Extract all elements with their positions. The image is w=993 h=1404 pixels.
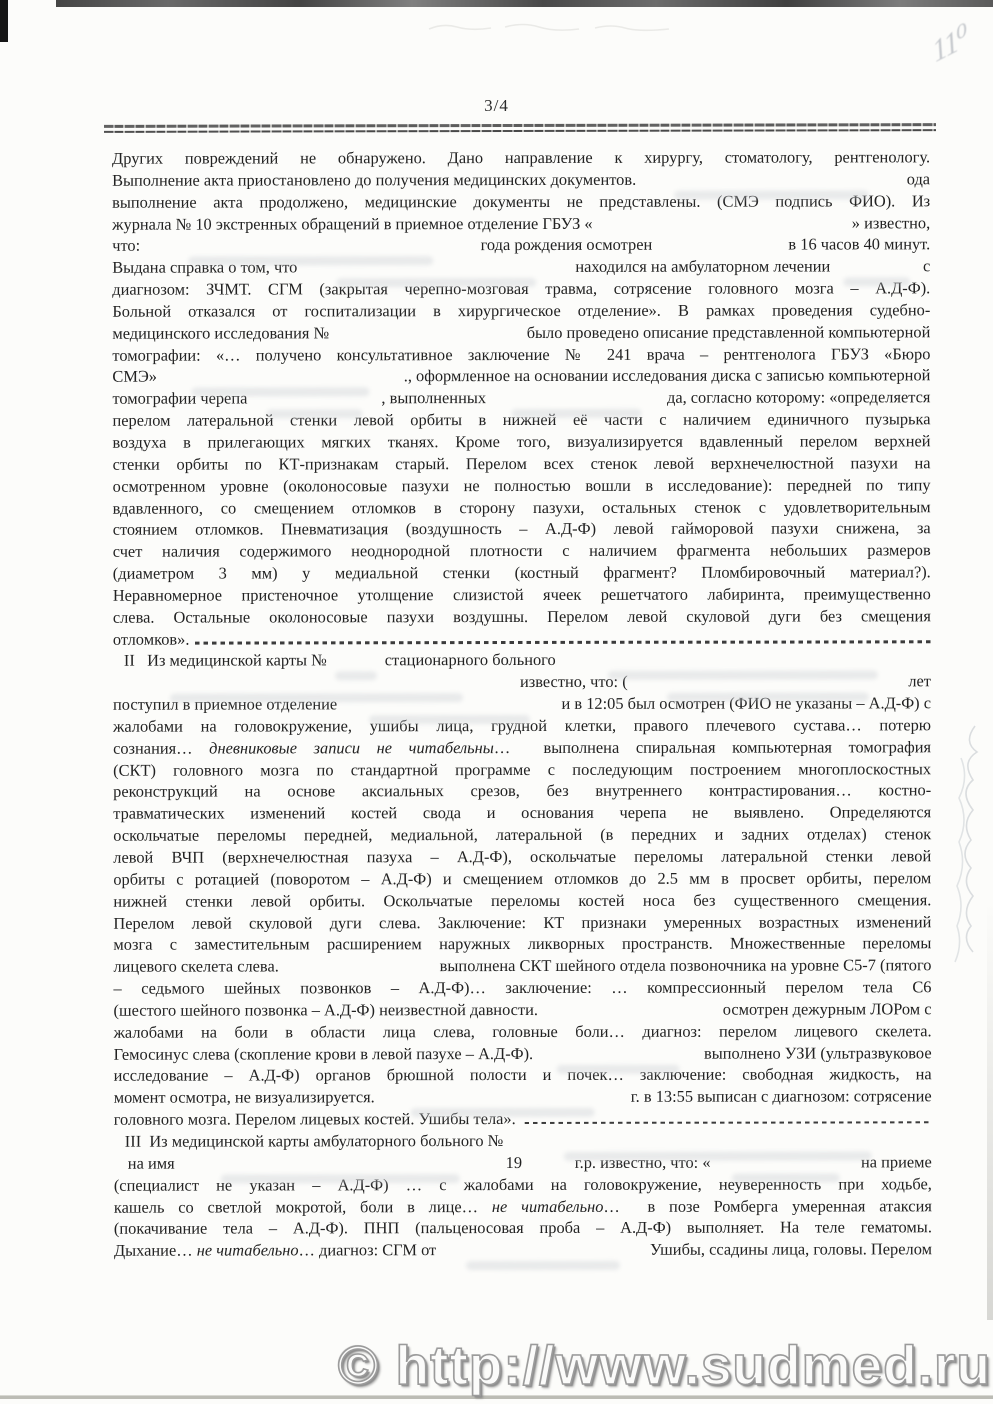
scan-edge-band (56, 0, 993, 7)
body-text: известно, что: ( (519, 672, 628, 692)
pencil-scribble (425, 20, 675, 36)
text-line (114, 1217, 932, 1240)
body-text: III Из медицинской карты амбулаторного больного № (124, 1131, 504, 1151)
text-line (113, 452, 931, 475)
body-text: журнала № 10 экстренных обращений в приемное отделение ГБУЗ « (112, 213, 593, 234)
body-text: выполнено УЗИ (ультразвуковое (703, 1042, 932, 1063)
dash-filler (525, 1121, 932, 1124)
text-line (113, 889, 931, 912)
body-text: травматических изменений костей свода и основания черепа не выявлено. Определяются (113, 802, 932, 824)
text-line (113, 736, 931, 759)
body-text: Ушибы, ссадины лица, головы. Перелом (649, 1239, 932, 1259)
body-text: нижней стенки левой орбиты. Оскольчатые переломы костей носа без существенного смещения. (113, 889, 932, 911)
illegible-note-text: дневниковые записи не читабельны (209, 737, 494, 758)
sudmed-watermark: © http://www.sudmed.ru (337, 1334, 991, 1396)
body-text: в 16 часов 40 минут. (788, 234, 931, 254)
text-line (112, 212, 930, 235)
text-line (114, 998, 932, 1021)
body-text: Выполнение акта приостановлено до получения медицинских документов. (112, 169, 637, 190)
body-text: … выполнена спиральная компьютерная томография (493, 737, 932, 757)
body-text: перелом латеральной стенки левой орбиты в нижней её части с наличием единичного пузырька (112, 409, 931, 430)
text-line (113, 583, 931, 606)
text-line (113, 845, 931, 868)
text-line (113, 867, 931, 890)
body-text: на приеме (860, 1152, 932, 1172)
body-text: кашель со светлой мокротой, боли в лице… (113, 1196, 492, 1217)
body-text: (специалист не указан – А.Д-Ф) … с жалобами на головокружение, неуверенность при ходьбе, (113, 1173, 932, 1195)
separator-line-top (104, 123, 936, 127)
text-line (113, 518, 931, 541)
body-text: томографии черепа (112, 388, 248, 408)
text-line (113, 802, 931, 825)
scan-corner-artifact (0, 0, 8, 42)
body-text: мозга с заместительным расширением наружных ликворных пространств. Множественные переломы (113, 933, 932, 955)
text-line (113, 605, 931, 628)
document-body (112, 146, 932, 1261)
text-line (113, 933, 931, 956)
body-text: г. в 13:55 выписан с диагнозом: сотрясение (630, 1086, 932, 1107)
text-line (113, 561, 931, 584)
body-text: … диагноз: СГМ от (298, 1240, 437, 1260)
text-line (113, 496, 931, 519)
header-separator (104, 123, 936, 133)
separator-line-bottom (104, 129, 936, 133)
body-text: воздуха в прилегающих мягких тканях. Кроме того, визуализируется вдавленный перелом верхней (112, 431, 931, 452)
body-text: и в 12:05 был осмотрен (ФИО не указаны – А.Д-Ф) с (561, 693, 932, 714)
handwritten-page-mark: 11⁰ (929, 17, 973, 70)
body-text: да, согласно которому: «определяется (666, 387, 931, 408)
body-text: ., оформленное на основании исследования диска с записью компьютерной (403, 365, 931, 386)
body-text: стационарного больного (384, 650, 556, 670)
body-text: лицевого скелета слева. (113, 956, 279, 976)
text-line (113, 955, 931, 978)
text-line (114, 1020, 932, 1043)
body-text: было проведено описание представленной компьютерной (526, 322, 931, 342)
body-text: , выполненных (381, 388, 487, 408)
text-line (112, 321, 930, 344)
body-text: диагнозом: ЗЧМТ. СГМ (закрытая черепно-мозговая травма, сотрясение головного мозга – А.Д-Ф). (112, 278, 931, 299)
body-text: осмотренном уровне (околоносовые пазухи не полностью вошли в исследование): передней по типу (112, 474, 931, 496)
text-line (114, 1129, 932, 1152)
body-text: на имя (127, 1153, 175, 1173)
text-line (113, 430, 931, 453)
body-text: ода (906, 169, 931, 189)
page-number: 3/4 (484, 96, 509, 115)
text-line (112, 146, 930, 169)
text-line (113, 976, 931, 999)
text-line (113, 627, 931, 650)
body-text: Неравномерное пристеночное утолщение слизистой ячеек решетчатого лабиринта, преимущественно (112, 584, 931, 605)
body-text: » известно, (851, 212, 931, 232)
text-line (114, 1064, 932, 1087)
body-text: … в позе Ромберга умеренная атаксия (603, 1195, 932, 1216)
text-line (113, 911, 931, 934)
body-text: исследование – А.Д-Ф) органов брюшной полости и почек… заключение: свободная жидкость, на (113, 1064, 932, 1086)
body-text: 19 (505, 1152, 523, 1172)
text-line (113, 758, 931, 781)
body-text: сознания… (113, 738, 210, 758)
body-text: томографии: «… получено консультативное заключение № 241 врача – рентгенолога ГБУЗ «Бюро (112, 343, 931, 365)
text-line (114, 1042, 932, 1065)
body-text: слева. Остальные околоносовые пазухи воздушны. Перелом левой скуловой дуги без смещения (112, 606, 931, 627)
body-text: что: (112, 236, 141, 256)
body-text: жалобами на боли в области лица слева, головные боли… диагноз: перелом лицевого скелета. (113, 1021, 932, 1042)
body-text: выполнена СКТ шейного отдела позвоночника на уровне С5-7 (пятого (439, 955, 932, 976)
body-text: Больной отказался от госпитализации в хирургическое отделение». В рамках проведения судебно- (112, 300, 931, 321)
text-line (113, 649, 931, 672)
body-text: отломков». (112, 629, 190, 649)
text-line (114, 1086, 932, 1109)
redacted-blank (503, 1145, 931, 1146)
text-line (112, 343, 930, 366)
body-text: оскольчатые переломы передней, медиальной, латеральной (в передних и задних отделах) стенок (113, 824, 932, 845)
text-line (114, 1195, 932, 1218)
scan-edge-shadow (987, 900, 993, 1320)
body-text: г.р. известно, что: « (574, 1152, 711, 1172)
body-text: левой ВЧП (верхнечелюстная пазуха – А.Д-Ф), оскольчатые переломы латеральной стенки левой (113, 846, 932, 867)
body-text: головного мозга. Перелом лицевых костей. Ушибы тела». (113, 1109, 520, 1129)
body-text: орбиты с ротацией (поворотом – А.Д-Ф) и смещением отломков до 2.5 мм в просвет орбиты, перелом (113, 868, 932, 889)
body-text: (шестого шейного позвонка – А.Д-Ф) неизвестной давности. (113, 999, 539, 1020)
body-text: реконструкций на основе аксиальных срезов, без внутреннего контрастирования… костно- (113, 780, 932, 802)
body-text: с (922, 256, 931, 276)
redacted-blank (113, 687, 520, 688)
redacted-blank (140, 250, 480, 251)
redacted-blank (556, 665, 931, 666)
body-text: поступил в приемное отделение (112, 694, 338, 714)
body-text: вдавленного, со смещением отломков в сторону пазухи, остальных стенок с удовлетворительным (112, 496, 931, 518)
body-text: года рождения осмотрен (480, 235, 653, 255)
text-line (113, 474, 931, 497)
body-text: стоянием отломков. Пневматизация (воздушность – А.Д-Ф) левой гайморовой пазухи снижена, за (112, 518, 931, 540)
body-text: выполнение акта продолжено, медицинские документы не представлены. (СМЭ подпись ФИО). Из (112, 190, 931, 212)
body-text: осмотрен дежурным ЛОРом с (722, 999, 932, 1019)
dash-filler (194, 640, 930, 644)
text-line (112, 168, 930, 191)
body-text: (покачивание тела – А.Д-Ф). ПНП (пальценосовая проба – А.Д-Ф) выполняет. На теле гематомы. (113, 1217, 932, 1239)
illegible-note-text: не читабельно (196, 1240, 299, 1260)
body-text: находился на амбулаторном лечении (575, 256, 831, 277)
body-text: (СКТ) головного мозга по стандартной программе с последующим построением многоплоскостных (113, 758, 932, 780)
body-text: Дыхание… (113, 1240, 197, 1260)
text-line (112, 365, 930, 388)
body-text: (диаметром 3 мм) у медиальной стенки (костный фрагмент? Пломбировочный материал?). (112, 562, 931, 583)
body-text: счет наличия содержимого неоднородной плотности с наличием фрагмента небольших размеров (112, 540, 931, 561)
text-line (112, 234, 930, 257)
body-text: лет (908, 671, 931, 691)
illegible-note-text: не читабельно (491, 1196, 604, 1216)
text-line (112, 299, 930, 322)
redacted-blank (175, 1168, 506, 1169)
text-line (114, 1238, 932, 1261)
body-text: стенки орбиты по КТ-признакам старый. Перелом всех стенок левой верхнечелюстной пазухи на (112, 453, 931, 474)
body-text: СМЭ» (112, 367, 157, 387)
body-text: жалобами на головокружение, ушибы лица, грудной клетки, правого плечевого сустава… потерю (113, 715, 932, 736)
body-text: Перелом левой скуловой дуги слева. Заключение: КТ признаки умеренных возрастных изменений (113, 911, 932, 933)
text-line (113, 539, 931, 562)
text-line (113, 823, 931, 846)
body-text: II Из медицинской карты № (123, 650, 327, 671)
body-text: Выдана справка о том, что (112, 257, 298, 277)
body-text: – седьмого шейных позвонков – А.Д-Ф)… заключение: … компрессионный перелом тела С6 (113, 977, 932, 998)
handwritten-margin-note (945, 718, 987, 1008)
text-line (113, 780, 931, 803)
body-text: Других повреждений не обнаружено. Дано направление к хирургу, стоматологу, рентгенологу. (112, 147, 931, 168)
body-text: Гемосинус слева (скопление крови в левой пазухе – А.Д-Ф). (113, 1043, 534, 1064)
body-text: медицинского исследования № (112, 323, 330, 343)
body-text: момент осмотра, не визуализируется. (113, 1087, 375, 1107)
